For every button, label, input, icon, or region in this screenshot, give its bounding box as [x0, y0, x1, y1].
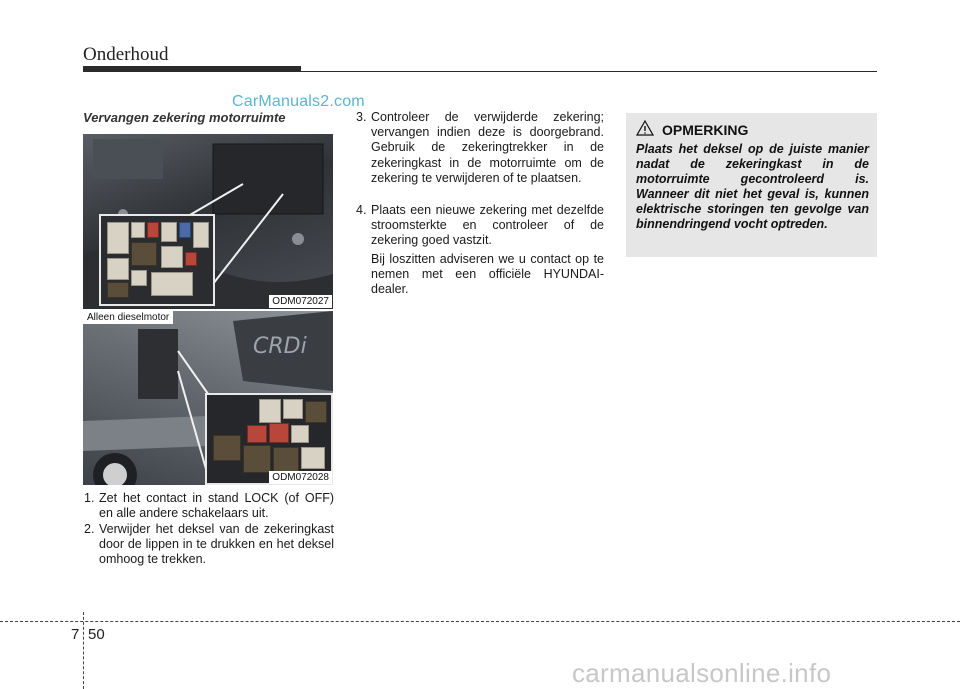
- step-3-text: Controleer de verwijderde zekering; vervangen indien deze is doorgebrand. Gebruik de zekeringtrekker in de zekeringkast in de motorruimte om de zekering te verwijderen of te plaatsen.: [371, 110, 604, 185]
- footer-rule: [0, 621, 960, 622]
- step-1-number: 1.: [84, 491, 95, 505]
- step-4: [356, 203, 604, 251]
- svg-text:CRDi: CRDi: [253, 334, 307, 359]
- engine-bay-photo-1: [83, 134, 333, 309]
- footer-divider: [83, 612, 84, 689]
- step-4-extra: Bij loszitten adviseren we u contact op te nemen met een officiële HYUNDAI-dealer.: [371, 252, 604, 297]
- step-2: [84, 522, 334, 584]
- section-heading: Vervangen zekering motorruimte: [83, 110, 286, 125]
- step-3-number: 3.: [356, 110, 367, 124]
- step-3: [356, 110, 604, 202]
- watermark-bottom: carmanualsonline.info: [572, 658, 832, 688]
- page-number: 50: [88, 626, 105, 643]
- watermark-top: CarManuals2.com: [232, 93, 365, 110]
- note-title: OPMERKING: [662, 122, 749, 138]
- header-rule-thin: [301, 71, 877, 72]
- note-text: Plaats het deksel op de juiste manier nadat de zekeringkast in de motorruimte gecontroleerd is. Wanneer dit niet het geval is, kunnen elektrische storingen ten gevolge van binnendringend vocht optreden.: [636, 142, 869, 231]
- step-1: [84, 491, 334, 523]
- engine-bay-photo-2: [83, 311, 333, 485]
- page-header-title: Onderhoud: [83, 44, 169, 65]
- step-2-number: 2.: [84, 522, 95, 536]
- step-4-text: Plaats een nieuwe zekering met dezelfde stroomsterkte en controleer of de zekering goed vastzit.: [371, 203, 604, 248]
- warning-triangle-icon: [636, 120, 654, 136]
- step-4-number: 4.: [356, 203, 367, 217]
- step-2-text: Verwijder het deksel van de zekeringkast door de lippen in te drukken en het deksel omhoog te trekken.: [99, 522, 334, 567]
- photo-code-1: ODM072027: [269, 295, 332, 308]
- chapter-number: 7: [71, 626, 80, 643]
- fuse-box-closeup: [99, 214, 215, 306]
- header-rule-thick: [83, 66, 301, 72]
- step-1-text: Zet het contact in stand LOCK (of OFF) en alle andere schakelaars uit.: [99, 491, 334, 521]
- photo-tag-diesel: Alleen dieselmotor: [83, 311, 173, 324]
- photo-code-2: ODM072028: [269, 471, 332, 484]
